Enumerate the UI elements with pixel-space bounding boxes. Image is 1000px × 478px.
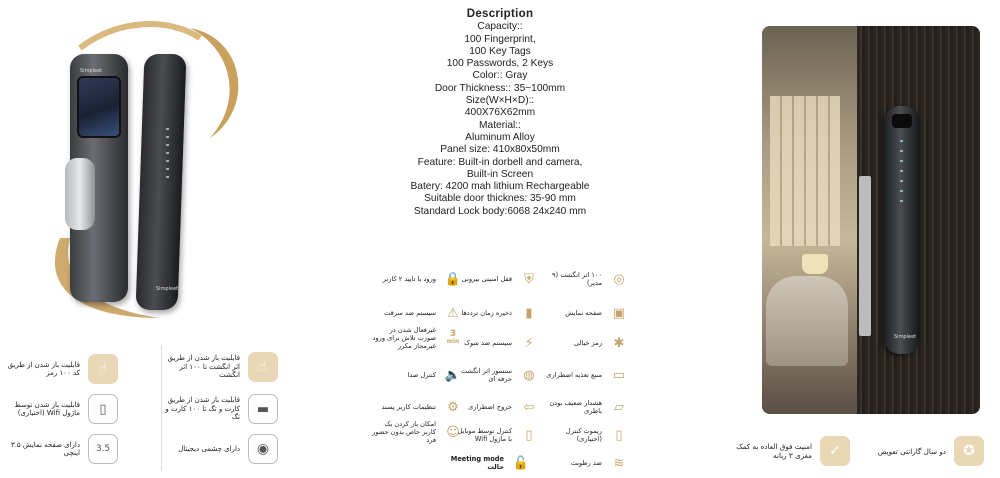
feature-label: تنظیمات کاربر پسند [381,403,436,411]
feature-label: سنسور اثر انگشت حرفه ای [460,367,512,383]
three-min-number: 3 [449,329,457,339]
feature-volume [380,364,464,386]
user-icon: ☺ [446,424,460,440]
lock-on-door-keypad [900,140,903,210]
feature-humidity [546,452,630,474]
divider [161,346,162,470]
pin-icon: ✱ [613,335,625,351]
desc-line: Standard Lock body:6068 24x240 mm [413,205,587,217]
room-chair [766,276,848,366]
desc-line: Panel size: 410x80x50mm [440,144,560,156]
room-interior [762,26,857,414]
three-min-unit: min [446,338,460,345]
room-lamp [802,254,828,274]
remote-icon: ▯ [615,427,623,443]
bookmark-icon: ▮ [525,305,533,321]
feature-label: قابلیت باز شدن از طریق کارت و تگ تا ۱۰۰ کارت و تگ [165,396,240,422]
feature-label: کنترل توسط موبایل با ماژول Wifi [457,427,512,443]
feature-log [456,302,540,324]
shield-check-icon: ✓ [820,436,850,466]
desc-line: Batery: 4200 mah lithium Rechargeable [410,181,590,193]
feature-label: قفل امنیتی بیرونی [461,275,512,283]
feature-3-bolt-security [728,436,850,466]
feature-mobile-control [456,424,540,446]
lock-on-door [884,106,920,354]
speaker-icon: 🔈 [444,367,462,383]
feature-emergency-exit [456,396,540,418]
feature-fp-unlock [164,352,278,382]
desc-line: Capacity:: [477,21,523,33]
feature-label: سیستم ضد شوک [464,339,512,347]
screen-size-icon: 3.5 [88,434,118,464]
brand-label-door: Simpleet [894,334,917,340]
feature-label: سیستم ضد سرقت [384,309,436,317]
door-latch-plate [859,176,871,336]
fingerprint-icon: ◎ [613,271,625,287]
battery-icon: ▭ [612,367,626,383]
feature-dual-auth [380,268,464,290]
feature-label: ریموت کنترل (اختیاری) [565,427,602,443]
feature-label: قابلیت باز شدن از طریق اثر انگشت تا ۱۰۰ اثر انگشت [167,354,240,380]
shield-lock-icon: ⛨ [524,271,534,287]
desc-line: 100 Fingerprint, [464,33,536,45]
installed-lock-photo [762,26,980,414]
card-icon: ▬ [248,394,278,424]
feature-label: خروج اضطراری [468,403,512,411]
feature-label: دارای چشمی دیجیتال [178,444,240,453]
feature-lockout [372,326,464,350]
feature-settings [380,396,464,418]
feature-label: امنیت فوق العاده به کمک مغزی ۳ زبانه [736,442,812,460]
humidity-icon: ≋ [613,455,625,471]
feature-label: دارای صفحه نمایش ۳.۵ اینچی [10,440,80,457]
desc-line: 100 Key Tags [469,45,531,57]
desc-line: Door Thickness:: 35~100mm [434,82,566,94]
desc-line: Built-in Screen [466,168,534,180]
mobile-wifi-icon: ▯ [525,427,533,443]
feature-pin-code [4,354,118,384]
lock-handle [65,158,95,230]
feature-label: ذخیره زمان ترددها [461,309,512,317]
feature-label: غیرفعال شدن در صورت تلاش برای ورود غیرمجاز مکرر [372,326,436,350]
bolt-icon: ⚡ [524,335,534,351]
feature-fake-pin [546,332,630,354]
feature-label: کنترل صدا [407,371,436,379]
feature-label: امکان باز کردن یک کاربر خاص بدون حضور فرد [372,420,436,444]
lock-side-body [136,54,187,310]
brand-label-side: Simpleet [156,286,179,292]
brand-label-front: Simpleet [80,68,103,74]
room-window [770,96,840,246]
fingerprint-sensor-icon: ◍ [523,367,535,383]
feature-remote [546,424,630,446]
desc-line: 400X76X62mm [464,107,536,119]
feature-emergency-power [546,364,630,386]
desc-line: Color:: Gray [472,70,528,82]
feature-outer-lock [456,268,540,290]
feature-user-unlock [372,420,464,444]
product-image-left [40,18,250,318]
display-icon: ▣ [612,305,626,321]
feature-digital-viewer [164,434,278,464]
keypad-lights [166,128,169,178]
feature-label: منبع تغذیه اضطراری [546,371,602,379]
feature-anti-theft [380,302,464,324]
feature-wifi-unlock [4,394,118,424]
low-battery-icon: ▱ [614,399,624,415]
desc-line: Aluminum Alloy [465,131,535,143]
badge-icon: ✪ [954,436,984,466]
desc-line: Suitable door thicknes: 35-90 mm [424,193,576,205]
meeting-icon: 🔓 [512,455,530,471]
feature-meeting-mode [440,452,532,474]
feature-anti-shock [456,332,540,354]
feature-display [546,302,630,324]
feature-low-battery [546,396,630,418]
feature-fp-sensor [456,364,540,386]
feature-label: قابلیت باز شدن توسط ماژول Wifi (اختیاری) [14,400,80,417]
feature-label: دو سال گارانتی تعویض [877,446,946,456]
feature-label: رمز خیالی [573,339,602,347]
lock-screen [77,76,121,138]
feature-label: قابلیت باز شدن از طریق کد ۱۰۰ رمز [7,360,80,377]
wifi-phone-icon: ▯ [88,394,118,424]
emergency-exit-icon: ⇦ [523,399,535,415]
desc-line: Size(W×H×D):: [465,95,535,107]
feature-card-unlock [164,394,278,424]
settings-icon: ⚙ [447,399,459,415]
lock-on-door-screen [892,114,912,128]
desc-line: Feature: Built-in dorbell and camera, [417,156,583,168]
feature-label: ضد رطوبت [570,459,602,467]
finger-touch-icon: ☝ [248,352,278,382]
alarm-icon: ⚠ [447,305,459,321]
feature-label: ورود با تایید ۲ کاربر [382,275,436,283]
three-min-icon [442,327,464,349]
feature-label: ۱۰۰ اثر انگشت (۹ مدیر) [551,271,602,287]
feature-warranty [872,436,984,466]
feature-fingerprint [546,268,630,290]
feature-screen-size [4,434,118,464]
feature-label: هشدار ضعیف بودن باطری [549,399,602,415]
description-block [390,8,610,218]
padlock-icon: 🔒 [444,271,462,287]
feature-label: Meeting mode حالت [450,455,504,471]
description-title: Description [466,8,534,20]
keypad-hand-icon: ☝ [88,354,118,384]
desc-line: Material:: [479,119,521,131]
desc-line: 100 Passwords, 2 Keys [446,58,554,70]
feature-label: صفحه نمایش [565,309,602,317]
eye-icon: ◉ [248,434,278,464]
